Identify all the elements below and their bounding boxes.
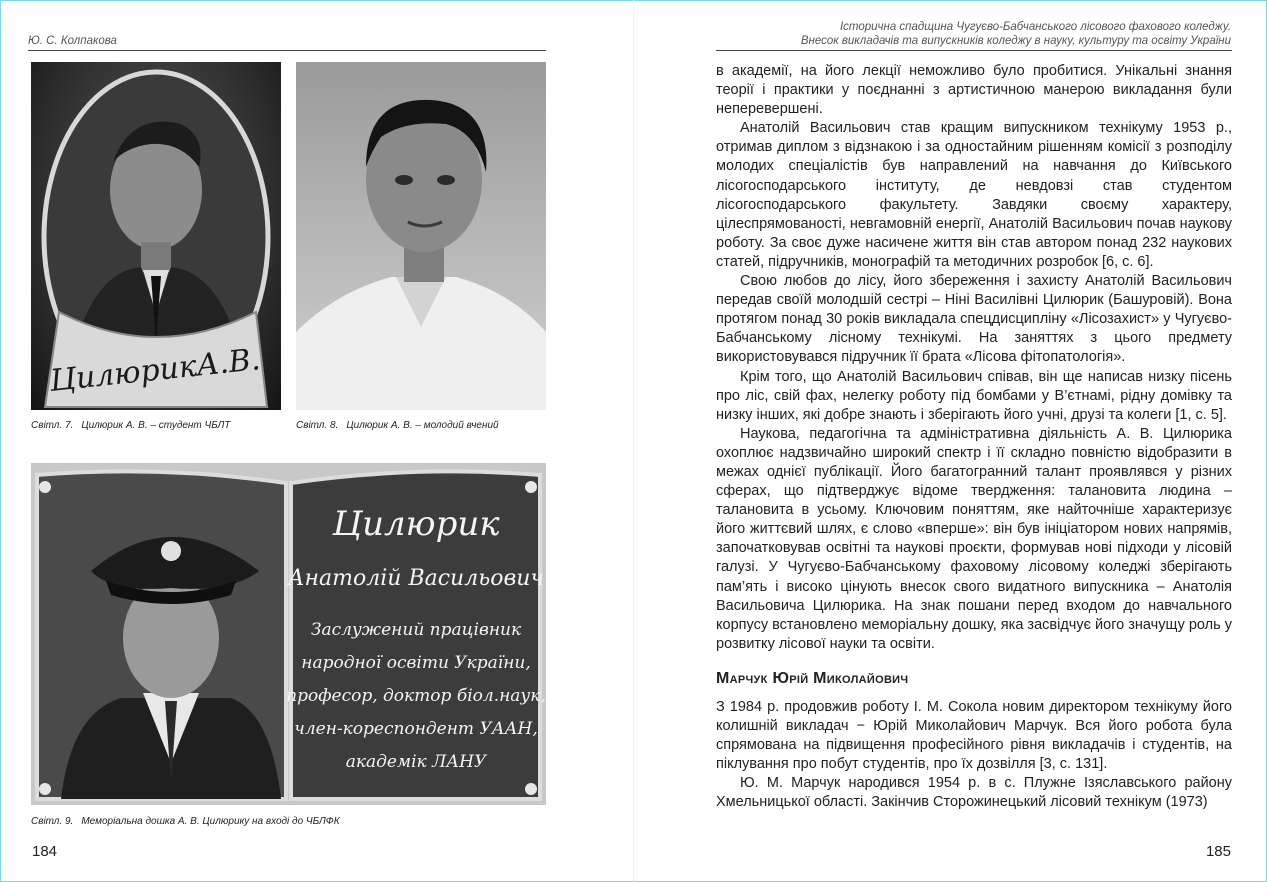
running-header-author: Ю. С. Колпакова (28, 35, 117, 47)
caption-fig7-number: Світл. 7. (31, 420, 74, 431)
plaque-name: Анатолій Васильович (287, 566, 545, 591)
page-number-right: 185 (1205, 843, 1231, 860)
section-heading: Марчук Юрій Миколайович (716, 669, 909, 687)
paragraph-7: Ю. М. Марчук народився 1954 р. в с. Плужне Ізяславського району Хмельницької області. Закінчив Сторожинецький лісовий технікум (1973) (716, 775, 1232, 811)
photo-student-portrait (31, 62, 281, 410)
paragraph-6: З 1984 р. продовжив роботу І. М. Сокола новим директором технікуму його колишній викладач − Юрій Миколайович Марчук. Вся його робота була спрямована на підвищення професійного рівня викладачів і студентів, на піклування про побут студентів, про їх дозвілля [3, с. 131]. (716, 699, 1232, 773)
page-number-left: 184 (32, 843, 58, 860)
plaque-line4: член-кореспондент УААН, (294, 719, 538, 739)
plaque-line3: професор, доктор біол.наук, (286, 686, 546, 706)
caption-fig9-number: Світл. 9. (31, 816, 74, 827)
student-portrait-graphic (31, 62, 281, 410)
caption-fig8-number: Світл. 8. (296, 420, 339, 431)
caption-fig9-text: Меморіальна дошка А. В. Цилюрику на вході до ЧБЛФК (81, 816, 340, 827)
memorial-plaque-graphic (31, 463, 546, 805)
caption-fig7 (31, 420, 230, 431)
paragraph-4: Крім того, що Анатолій Васильович співав, він ще написав низку пісень про ліс, свій фах, нелегку роботу під бомбами у В’єтнамі, рідну домівку та низку інших, які добре знають і зберігають його учні, друзі та колеги [1, с. 5]. (716, 368, 1232, 423)
caption-fig7-text: Цилюрик А. В. – студент ЧБЛТ (81, 420, 231, 431)
body-text-column (716, 62, 1232, 813)
header-rule-right (716, 50, 1232, 51)
running-header-title (671, 20, 1231, 48)
running-header-line2: Внесок викладачів та випускників коледжу в науку, культуру та освіту України (800, 35, 1231, 47)
paragraph-2: Анатолій Васильович став кращим випускником технікуму 1953 р., отримав диплом з відзнакою і за одностайним рішенням комісії з розподілу молодих спеціалістів був направлений на навчання до Київського лісогосподарського інституту, де невдовзі став студентом лісогосподарського факультету. Завдяки своєму характеру, цілеспрямованості, невгамовній енергії, Анатолій Васильович почав наукову роботу. За своє дуже насичене життя він став автором понад 232 наукових статей, підручників, монографій та методичних розробок [6, с. 6]. (716, 120, 1232, 270)
caption-fig8 (296, 420, 499, 431)
header-rule-left (28, 50, 546, 51)
plaque-line2: народної освіти України, (301, 653, 531, 673)
plaque-surname: Цилюрик (332, 504, 500, 544)
plaque-line1: Заслужений працівник (310, 620, 522, 640)
running-header-line1: Історична спадщина Чугуєво-Бабчанського лісового фахового коледжу. (839, 21, 1231, 33)
portrait-inscription: ЦилюрикА.В. (48, 342, 262, 399)
young-scientist-graphic (296, 62, 546, 410)
paragraph-5: Наукова, педагогічна та адміністративна діяльність А. В. Цилюрика охоплює надзвичайно широкий спектр і її складно повністю відобразити в межах однієї публікації. Його багатогранний талант проявлявся у різних сферах, що підтверджує відоме твердження: талановита людина – талановита в усьому. Ключовим поняттям, яке найточніше характеризує його життєвий шлях, є слово «вперше»: він був ініціатором нових напрямів, започатковував освітні та наукові проєкти, формував нові підходи у лісовій галузі. У Чугуєво-Бабчанському фаховому лісовому коледжі зберігають пам’ять і високо цінують внесок свого видатного випускника – Анатолія Васильовича Цилюрика. На знак пошани перед входом до навчального корпусу встановлено меморіальну дошку, яка засвідчує його значущу роль у розвитку лісової науки та освіти. (716, 425, 1232, 652)
plaque-line5: академік ЛАНУ (345, 752, 487, 772)
photo-young-scientist (296, 62, 546, 410)
caption-fig8-text: Цилюрик А. В. – молодий вчений (346, 420, 499, 431)
book-spine (633, 0, 634, 882)
paragraph-3: Свою любов до лісу, його збереження і захисту Анатолій Васильович передав своїй молодшій сестрі – Ніні Василівні Цилюрик (Башуровій). Вона протягом понад 30 років викладала спецдисципліну «Лісозахист» у Чугуєво-Бабчанському лісному технікумі. На заняттях з цього предмету використовувався підручник її брата «Лісова фітопатологія». (716, 273, 1232, 366)
photo-memorial-plaque (31, 463, 546, 805)
paragraph-1: в академії, на його лекції неможливо було пробитися. Унікальні знання теорії і практики у поєднанні з артистичною манерою викладання були неперевершені. (716, 63, 1232, 118)
caption-fig9 (31, 816, 340, 827)
